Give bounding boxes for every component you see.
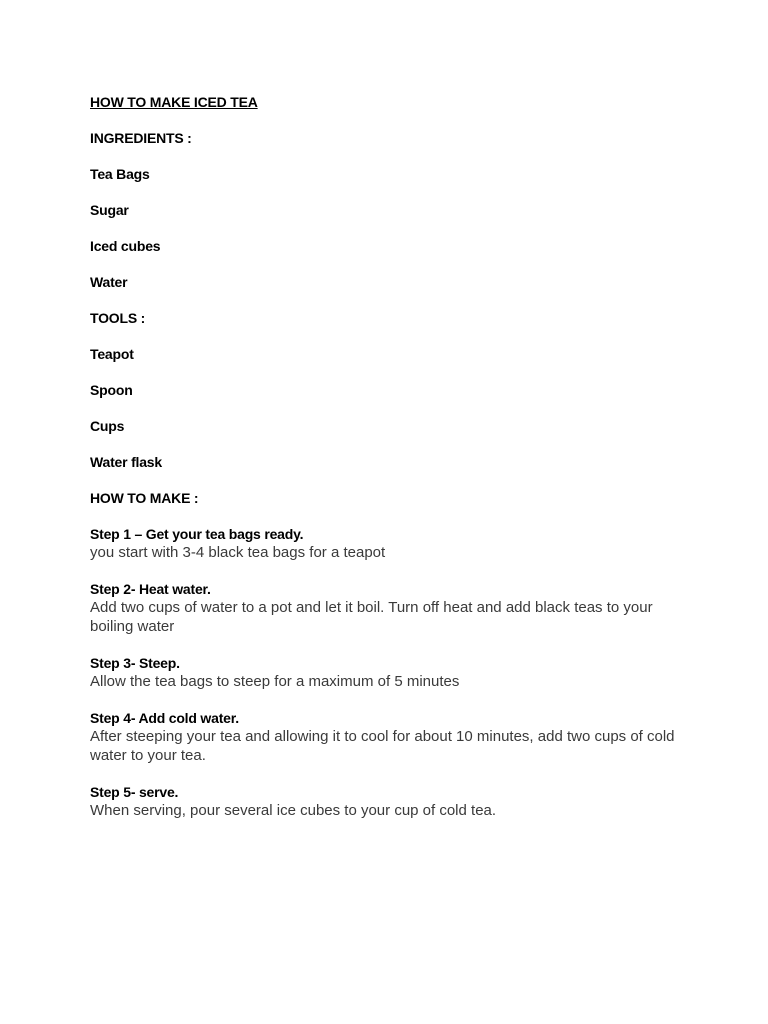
list-item bbox=[90, 201, 690, 237]
step-body: Add two cups of water to a pot and let it boil. Turn off heat and add black teas to your boiling water bbox=[90, 599, 653, 635]
step-title: Step 2- Heat water. bbox=[90, 581, 211, 597]
ingredient-item: Tea Bags bbox=[90, 166, 150, 182]
step-title: Step 1 – Get your tea bags ready. bbox=[90, 526, 304, 542]
tool-item: Spoon bbox=[90, 382, 133, 398]
step-block bbox=[90, 654, 690, 691]
list-item bbox=[90, 381, 690, 417]
tools-heading-row bbox=[90, 309, 690, 345]
list-item bbox=[90, 237, 690, 273]
ingredient-item: Sugar bbox=[90, 202, 129, 218]
how-to-heading: HOW TO MAKE : bbox=[90, 490, 199, 506]
step-title: Step 3- Steep. bbox=[90, 655, 180, 671]
tool-item: Teapot bbox=[90, 346, 134, 362]
how-to-heading-row bbox=[90, 489, 690, 525]
step-block bbox=[90, 709, 690, 765]
step-block bbox=[90, 580, 690, 636]
step-title: Step 4- Add cold water. bbox=[90, 710, 239, 726]
ingredients-heading: INGREDIENTS : bbox=[90, 130, 192, 146]
step-body: you start with 3-4 black tea bags for a teapot bbox=[90, 544, 386, 561]
tool-item: Water flask bbox=[90, 454, 162, 470]
step-body: When serving, pour several ice cubes to your cup of cold tea. bbox=[90, 802, 497, 819]
step-body: After steeping your tea and allowing it to cool for about 10 minutes, add two cups of cold water to your tea. bbox=[90, 728, 675, 764]
document-page bbox=[90, 93, 690, 820]
list-item bbox=[90, 345, 690, 381]
document-title: HOW TO MAKE ICED TEA bbox=[90, 94, 258, 110]
step-block bbox=[90, 783, 690, 820]
tools-heading: TOOLS : bbox=[90, 310, 146, 326]
ingredient-item: Water bbox=[90, 274, 128, 290]
step-title: Step 5- serve. bbox=[90, 784, 179, 800]
step-block bbox=[90, 525, 690, 562]
ingredients-heading-row bbox=[90, 129, 690, 165]
list-item bbox=[90, 273, 690, 309]
list-item bbox=[90, 417, 690, 453]
list-item bbox=[90, 453, 690, 489]
ingredient-item: Iced cubes bbox=[90, 238, 161, 254]
title-row bbox=[90, 93, 690, 129]
tool-item: Cups bbox=[90, 418, 125, 434]
step-body: Allow the tea bags to steep for a maximum of 5 minutes bbox=[90, 673, 460, 690]
list-item bbox=[90, 165, 690, 201]
